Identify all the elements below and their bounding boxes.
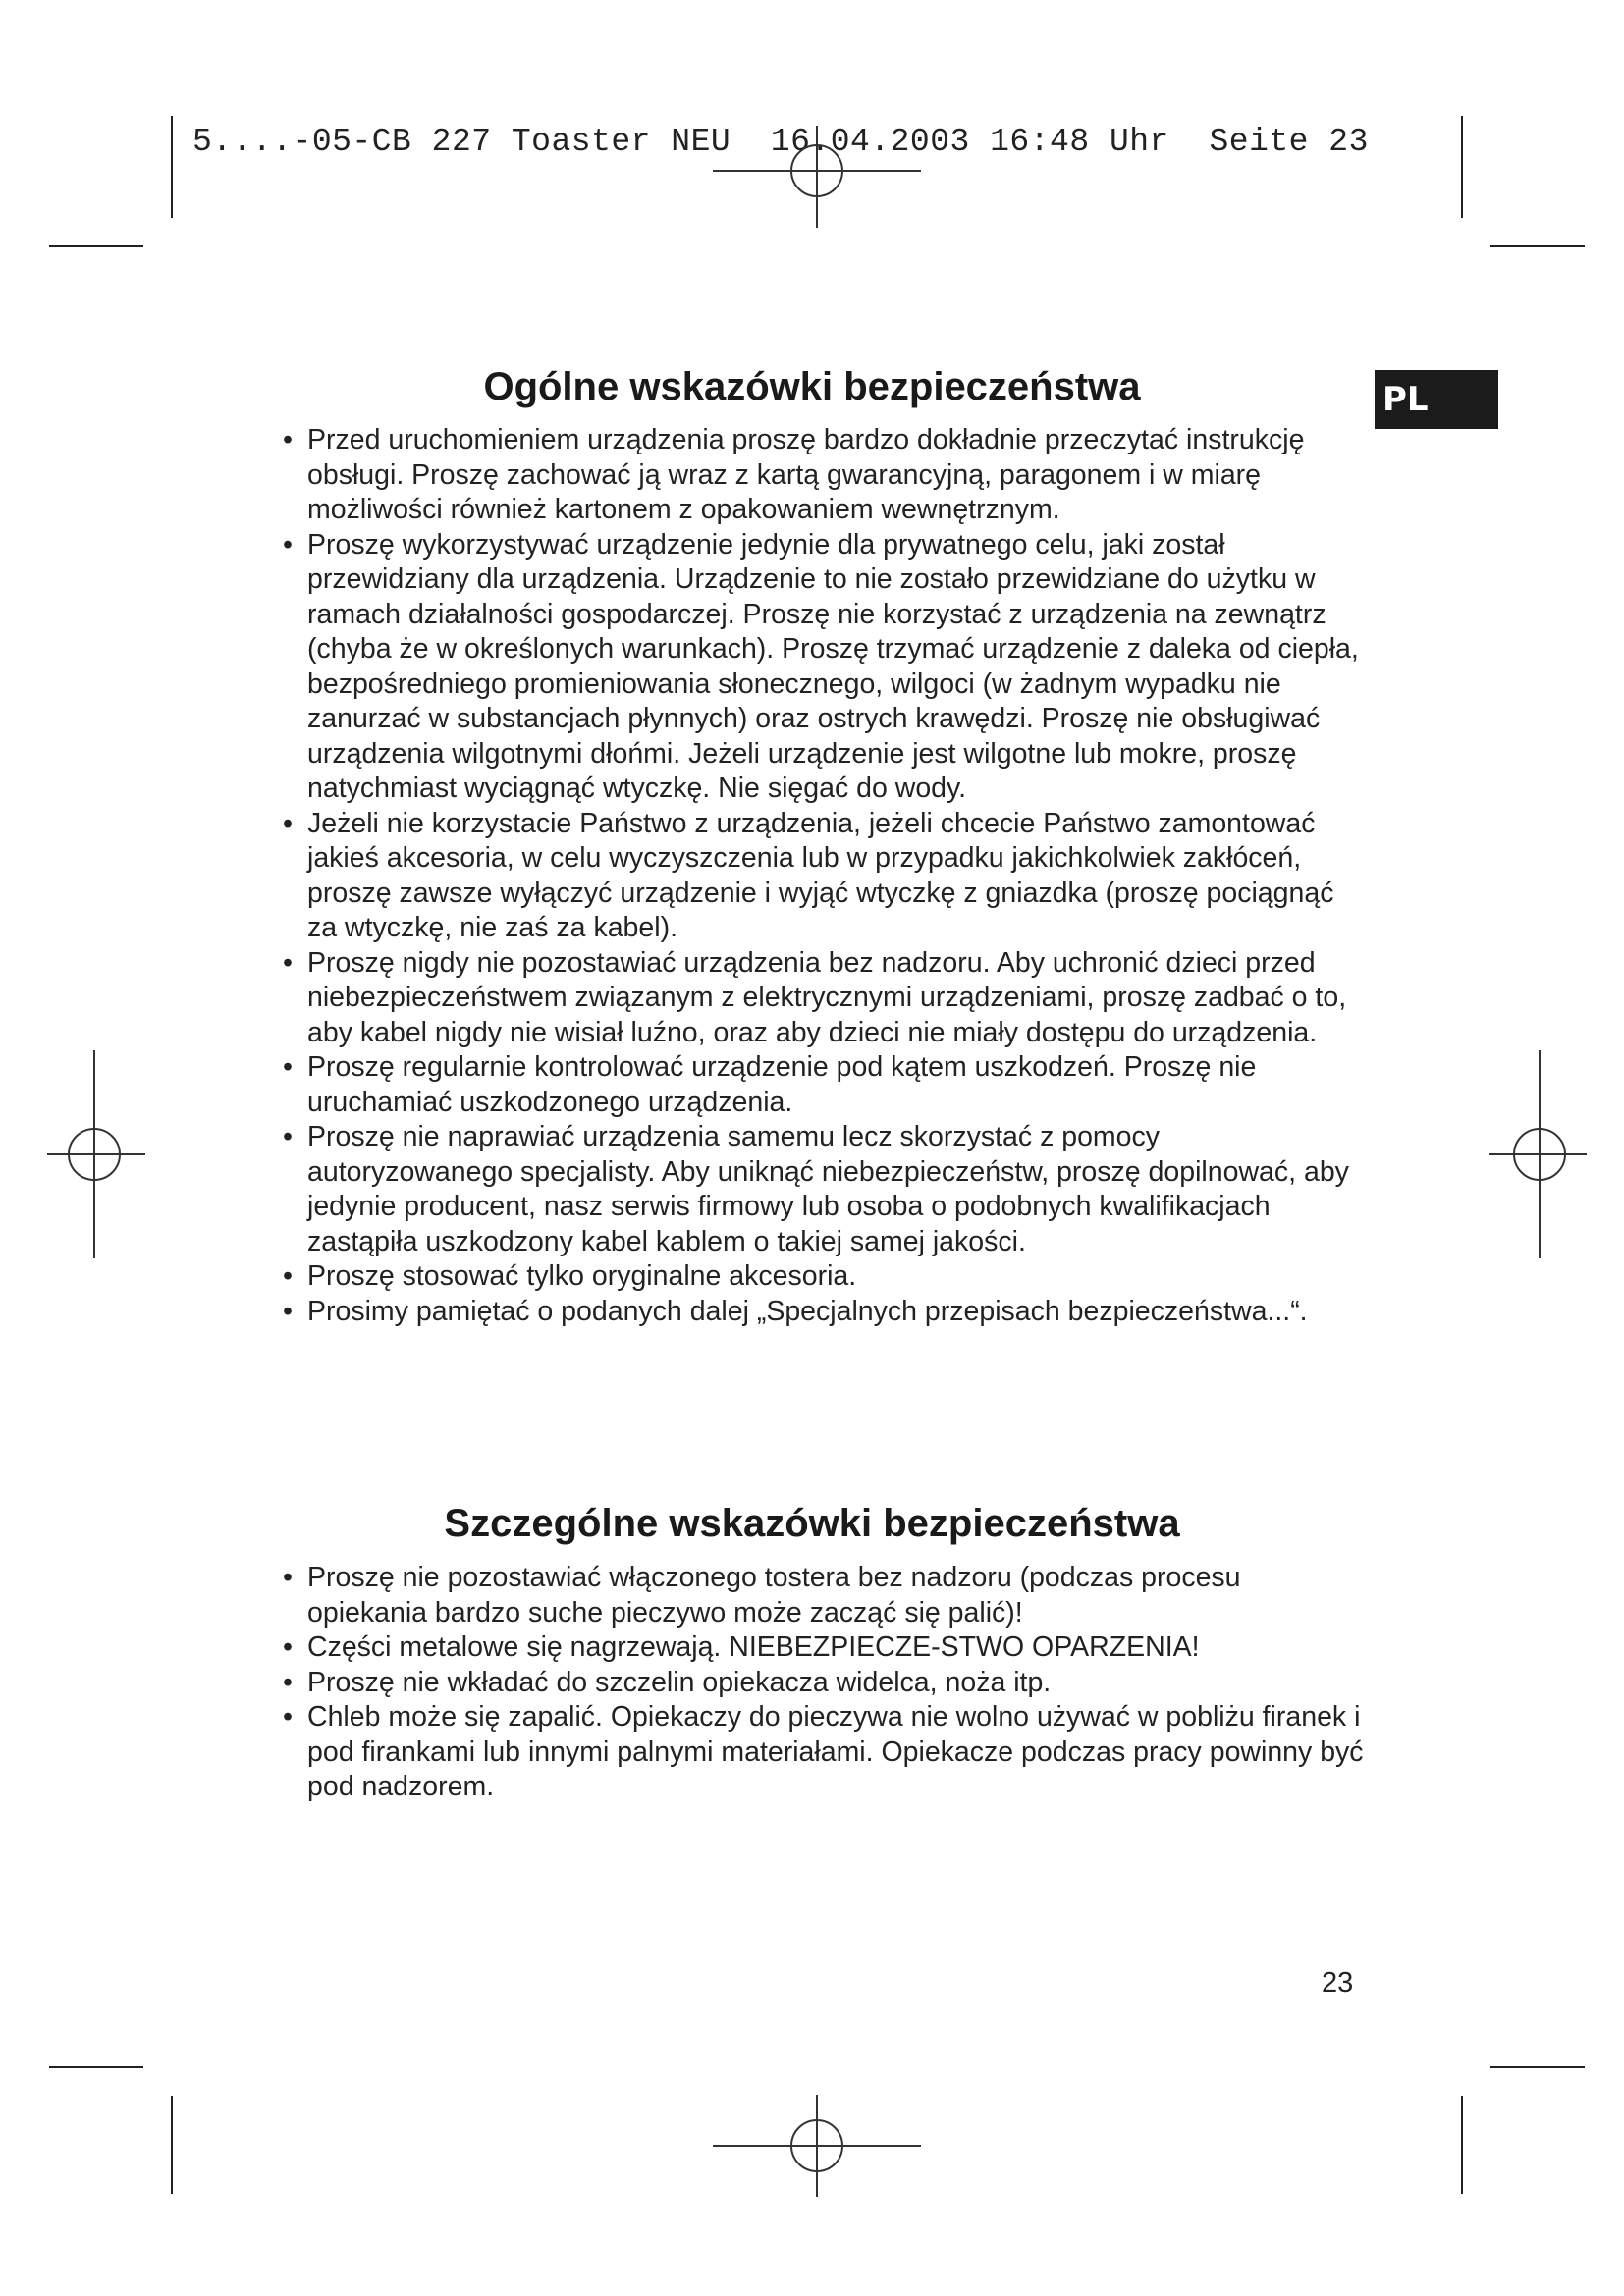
crop-mark: [1461, 116, 1463, 218]
list-item: [258, 1120, 1368, 1259]
bullet-icon: •: [283, 946, 293, 979]
crop-mark: [171, 116, 173, 218]
bullet-icon: •: [283, 1666, 293, 1698]
list-item: [258, 1630, 1368, 1666]
list-item-text: Prosimy pamiętać o podanych dalej „Specjalnych przepisach bezpieczeństwa...“.: [307, 1295, 1308, 1327]
crop-mark: [1490, 2066, 1585, 2068]
crop-mark: [49, 245, 143, 247]
bullet-icon: •: [283, 1121, 293, 1152]
list-item: [258, 1050, 1368, 1120]
registration-mark-right: [1489, 1050, 1587, 1258]
list-item: [258, 807, 1368, 946]
list-item: [258, 1700, 1368, 1805]
list-item-text: Proszę nie wkładać do szczelin opiekacza widelca, noża itp.: [307, 1666, 1052, 1698]
list-item-text: Proszę nie pozostawiać włączonego tostera bez nadzoru (podczas procesu opiekania bardzo suche pieczywo może zacząć się palić)!: [307, 1562, 1241, 1629]
bullet-icon: •: [283, 1701, 293, 1733]
bullet-icon: •: [283, 1051, 293, 1083]
language-tab: PL: [1375, 370, 1498, 429]
registration-mark-left: [47, 1050, 145, 1258]
list-item-text: Chleb może się zapalić. Opiekaczy do pieczywa nie wolno używać w pobliżu firanek i pod firankami lub innymi palnymi materiałami. Opiekacze podczas pracy powinny być pod nadzorem.: [307, 1701, 1364, 1802]
bullet-icon: •: [283, 1295, 293, 1327]
section-title-special-safety: Szczególne wskazówki bezpieczeństwa: [444, 1502, 1180, 1545]
crop-mark: [1490, 245, 1585, 247]
bullet-icon: •: [283, 807, 293, 839]
list-item: [258, 1295, 1368, 1330]
list-item-text: Przed uruchomieniem urządzenia proszę bardzo dokładnie przeczytać instrukcję obsługi. Proszę zachować ją wraz z kartą gwarancyjną, paragonem i w miarę możliwości również kartonem z opakowaniem wewnętrznym.: [307, 424, 1305, 525]
registration-mark-bottom: [713, 2095, 921, 2197]
bullet-icon: •: [283, 1260, 293, 1292]
list-item-text: Proszę nie naprawiać urządzenia samemu lecz skorzystać z pomocy autoryzowanego specjalisty. Aby uniknąć niebezpieczeństw, proszę dopilnować, aby jedynie producent, nasz serwis firmowy lub osoba o podobnych kwalifikacjach zastąpiła uszkodzony kabel kablem o takiej samej jakości.: [307, 1121, 1349, 1257]
bullet-icon: •: [283, 1631, 293, 1663]
list-item: [258, 946, 1368, 1051]
bullet-icon: •: [283, 528, 293, 561]
list-item-text: Proszę regularnie kontrolować urządzenie pod kątem uszkodzeń. Proszę nie uruchamiać uszkodzonego urządzenia.: [307, 1051, 1257, 1118]
page-number: 23: [1322, 1967, 1354, 1999]
crop-mark: [171, 2096, 173, 2194]
crop-mark: [49, 2066, 143, 2068]
crop-mark: [1461, 2096, 1463, 2194]
list-item: [258, 423, 1368, 528]
special-safety-list: [258, 1561, 1368, 1805]
list-item: [258, 1666, 1368, 1701]
section-title-general-safety: Ogólne wskazówki bezpieczeństwa: [483, 365, 1141, 408]
print-slug: 5....-05-CB 227 Toaster NEU 16.04.2003 16:48 Uhr Seite 23: [192, 124, 1369, 160]
list-item-text: Jeżeli nie korzystacie Państwo z urządzenia, jeżeli chcecie Państwo zamontować jakieś akcesoria, w celu wyczyszczenia lub w przypadku jakichkolwiek zakłóceń, proszę zawsze wyłączyć urządzenie i wyjąć wtyczkę z gniazdka (proszę pociągnąć za wtyczkę, nie zaś za kabel).: [307, 807, 1334, 943]
list-item-text: Części metalowe się nagrzewają. NIEBEZPIECZE-STWO OPARZENIA!: [307, 1631, 1200, 1663]
list-item-text: Proszę nigdy nie pozostawiać urządzenia bez nadzoru. Aby uchronić dzieci przed niebezpieczeństwem związanym z elektrycznymi urządzeniami, proszę zadbać o to, aby kabel nigdy nie wisiał luźno, oraz aby dzieci nie miały dostępu do urządzenia.: [307, 946, 1347, 1048]
bullet-icon: •: [283, 1562, 293, 1593]
list-item: [258, 1561, 1368, 1630]
list-item-text: Proszę wykorzystywać urządzenie jedynie dla prywatnego celu, jaki został przewidziany dla urządzenia. Urządzenie to nie zostało przewidziane do użytku w ramach działalności gospodarczej. Proszę nie korzystać z urządzenia na zewnątrz (chyba że w określonych warunkach). Proszę trzymać urządzenie z daleka od ciepła, bezpośredniego promieniowania słonecznego, wilgoci (w żadnym wypadku nie zanurzać w substancjach płynnych) oraz ostrych krawędzi. Proszę nie obsługiwać urządzenia wilgotnymi dłońmi. Jeżeli urządzenie jest wilgotne lub mokre, proszę natychmiast wyciągnąć wtyczkę. Nie sięgać do wody.: [307, 528, 1359, 804]
list-item: [258, 528, 1368, 807]
list-item: [258, 1259, 1368, 1295]
bullet-icon: •: [283, 424, 293, 455]
list-item-text: Proszę stosować tylko oryginalne akcesoria.: [307, 1260, 857, 1292]
registration-mark-top: [713, 126, 921, 228]
general-safety-list: [258, 423, 1368, 1329]
